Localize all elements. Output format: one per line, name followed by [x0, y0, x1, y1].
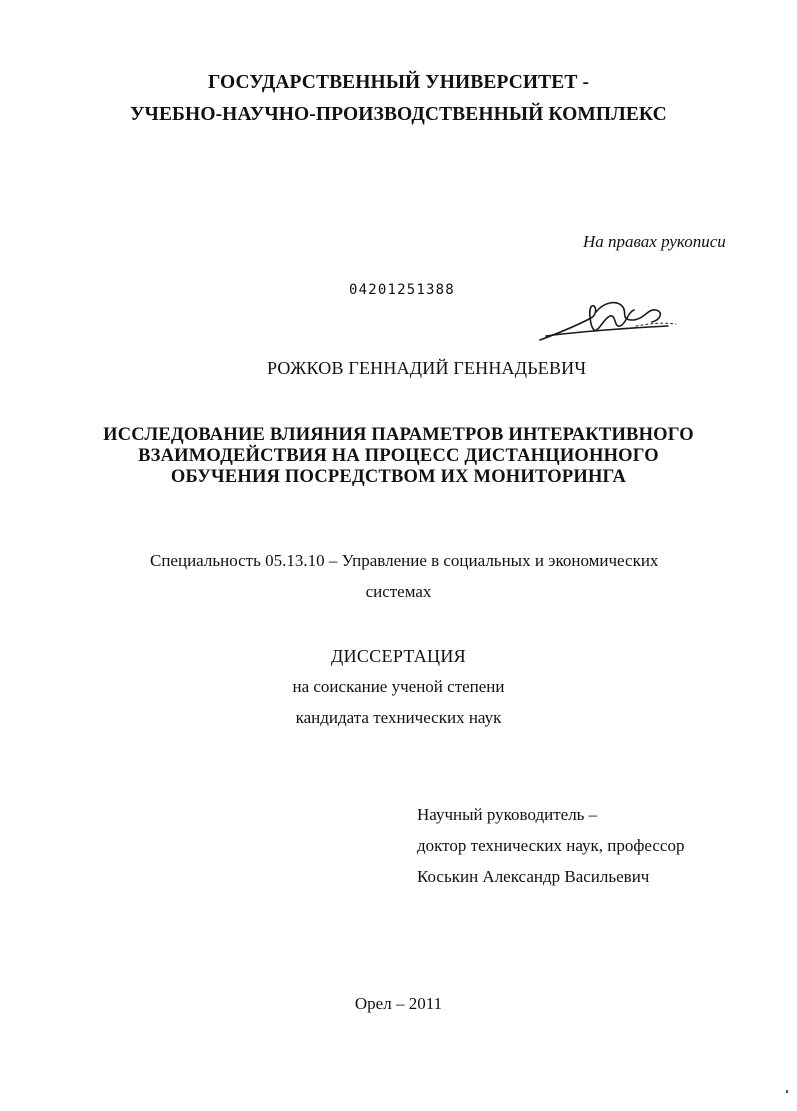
- title-line: ИССЛЕДОВАНИЕ ВЛИЯНИЯ ПАРАМЕТРОВ ИНТЕРАКТИВНОГО: [103, 425, 694, 445]
- degree-line-2: кандидата технических наук: [295, 708, 502, 727]
- supervisor-degree: доктор технических наук, профессор: [417, 836, 685, 855]
- specialty-line-2: системах: [365, 582, 432, 601]
- institution-line-1: ГОСУДАРСТВЕННЫЙ УНИВЕРСИТЕТ -: [207, 72, 590, 93]
- degree-line-1: на соискание ученой степени: [292, 677, 505, 696]
- author-name: РОЖКОВ ГЕННАДИЙ ГЕННАДЬЕВИЧ: [267, 358, 587, 378]
- supervisor-name: Коськин Александр Васильевич: [417, 867, 650, 886]
- dissertation-title: [0, 425, 797, 488]
- scan-mark: [786, 1090, 788, 1093]
- title-line: ОБУЧЕНИЯ ПОСРЕДСТВОМ ИХ МОНИТОРИНГА: [170, 467, 627, 487]
- signature: [536, 296, 686, 348]
- title-line: ВЗАИМОДЕЙСТВИЯ НА ПРОЦЕСС ДИСТАНЦИОННОГО: [138, 446, 659, 466]
- catalog-number: 04201251388: [349, 282, 455, 298]
- specialty-line-1: Специальность 05.13.10 – Управление в социальных и экономических: [150, 551, 659, 570]
- manuscript-note: На правах рукописи: [583, 232, 726, 251]
- institution-line-2: УЧЕБНО-НАУЧНО-ПРОИЗВОДСТВЕННЫЙ КОМПЛЕКС: [130, 104, 667, 125]
- city-year: Орел – 2011: [354, 994, 443, 1013]
- dissertation-heading: ДИССЕРТАЦИЯ: [331, 646, 466, 666]
- supervisor-role: Научный руководитель –: [417, 805, 598, 824]
- signature-stroke-tail: [636, 323, 676, 326]
